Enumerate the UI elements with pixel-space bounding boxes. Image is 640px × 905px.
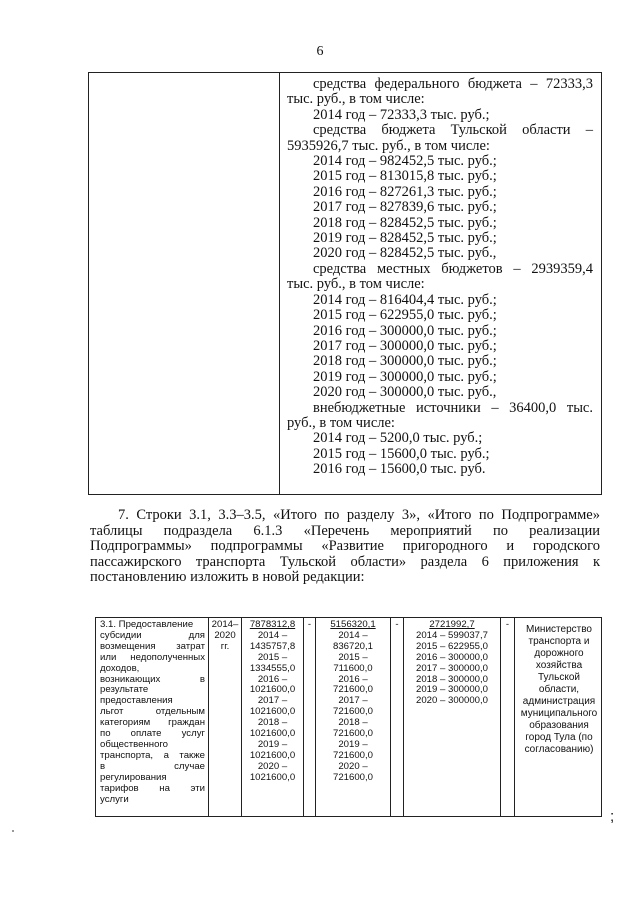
description-line: общественного: [100, 738, 169, 750]
description-line: в случае: [100, 760, 205, 772]
total-year-line: 2020 –: [257, 760, 288, 772]
federal-cell: [303, 618, 315, 816]
period-line: гг.: [220, 640, 230, 652]
funding-line: тыс. руб., в том числе:: [287, 276, 425, 293]
total-cell: [241, 618, 303, 816]
local-years-list: [404, 631, 500, 707]
description-line: по оплате услуг: [100, 728, 205, 740]
description-line: льгот отдельным: [100, 706, 205, 718]
funding-line: средства местных бюджетов – 2939359,4: [313, 260, 593, 277]
total-year-line: 1021600,0: [249, 749, 296, 761]
extrabudget-cell: [500, 618, 514, 816]
executor-line: Министерство: [526, 624, 592, 635]
page-number: 6: [316, 44, 324, 59]
funding-line: средства федерального бюджета – 72333,3: [313, 76, 593, 92]
extrabudget-value: -: [505, 619, 510, 630]
local-year-line: 2014 – 599037,7: [415, 629, 489, 641]
funding-line: 2014 год – 72333,3 тыс. руб.;: [313, 106, 490, 123]
local-year-line: 2016 – 300000,0: [415, 651, 489, 663]
local-cell: [403, 618, 500, 816]
funding-line: 2017 год – 827839,6 тыс. руб.;: [313, 199, 497, 216]
executor-cell: [514, 618, 603, 816]
funding-line: 2018 год – 300000,0 тыс. руб.;: [313, 353, 497, 370]
total-year-line: 1021600,0: [249, 684, 296, 696]
federal-value: -: [307, 619, 312, 630]
funding-line: 2014 год – 816404,4 тыс. руб.;: [313, 291, 497, 308]
funding-line: 2020 год – 828452,5 тыс. руб.,: [313, 245, 497, 262]
period-line: 2014–: [211, 619, 239, 630]
regional-year-line: 2019 –: [338, 738, 368, 750]
funding-line: 2016 год – 300000,0 тыс. руб.;: [313, 322, 497, 339]
description-line: категориям граждан: [100, 717, 205, 729]
funding-line: 2017 год – 300000,0 тыс. руб.;: [313, 337, 497, 354]
total-year-line: 1435757,8: [249, 640, 296, 652]
executor-line: администрация: [522, 696, 596, 707]
description-line: предоставления: [100, 695, 173, 707]
measure-description-cell: [96, 618, 208, 816]
regional-value: 5156320,1: [330, 619, 376, 630]
funding-line: 2016 год – 15600,0 тыс. руб.: [313, 461, 486, 478]
total-year-line: 1021600,0: [249, 706, 296, 718]
total-year-line: 1021600,0: [249, 728, 296, 740]
paragraph-line: постановлению изложить в новой редакции:: [90, 569, 365, 586]
executor-line: согласованию): [524, 744, 594, 755]
total-year-line: 1334555,0: [249, 662, 296, 674]
paragraph-line: 7. Строки 3.1, 3.3–3.5, «Итого по разделу 3», «Итого по Подпрограмме»: [118, 507, 600, 523]
executor-line: муниципального: [520, 708, 598, 719]
regional-year-line: 721600,0: [332, 706, 373, 718]
funding-line: внебюджетные источники – 36400,0 тыс.: [313, 399, 593, 416]
description-line: возникающих в: [100, 673, 205, 685]
regional-cell: [315, 618, 390, 816]
total-year-line: 2015 –: [257, 651, 288, 663]
executor-line: город Тула (по: [525, 732, 593, 743]
table-divider: [279, 73, 280, 494]
scan-speck: [12, 830, 14, 832]
total-year-line: 2019 –: [257, 738, 288, 750]
total-year-line: 2014 –: [257, 629, 288, 641]
funding-line: 2020 год – 300000,0 тыс. руб.,: [313, 384, 497, 401]
regional-year-line: 2017 –: [338, 695, 368, 707]
regional-year-line: 2016 –: [338, 673, 368, 685]
executor-line: хозяйства: [535, 660, 583, 671]
funding-line: средства бюджета Тульской области –: [313, 122, 593, 139]
description-line: субсидии для: [100, 629, 205, 641]
local-value: 2721992,7: [429, 619, 475, 630]
regional-years-list: [316, 631, 390, 784]
paragraph-line: пассажирского транспорта Тульской области» раздела 6 приложения к: [90, 553, 600, 570]
local-year-line: 2020 – 300000,0: [415, 695, 489, 707]
description-line: транспорта, а также: [100, 749, 205, 761]
funding-line: 2019 год – 828452,5 тыс. руб.;: [313, 230, 497, 247]
funding-line: 2015 год – 813015,8 тыс. руб.;: [313, 168, 497, 185]
total-year-line: 2018 –: [257, 717, 288, 729]
regional-year-line: 721600,0: [332, 749, 373, 761]
funding-sources-list: [287, 77, 593, 478]
description-line: доходов,: [100, 662, 140, 674]
period-line: 2020: [214, 629, 236, 641]
funding-line: руб., в том числе:: [287, 414, 395, 431]
regional-year-line: 2020 –: [338, 760, 368, 772]
total-year-line: 2016 –: [257, 673, 288, 685]
funding-line: 2019 год – 300000,0 тыс. руб.;: [313, 368, 497, 385]
funding-line: 2015 год – 622955,0 тыс. руб.;: [313, 307, 497, 324]
regional-year-line: 2015 –: [338, 651, 368, 663]
description-line: услуги: [100, 793, 129, 805]
closing-semicolon: ;: [610, 808, 615, 825]
funding-table: [88, 72, 602, 495]
total-year-line: 2017 –: [257, 695, 288, 707]
funding-line: 5935926,7 тыс. руб., в том числе:: [287, 137, 490, 154]
funding-line: 2014 год – 982452,5 тыс. руб.;: [313, 153, 497, 170]
total-value: 7878312,8: [249, 619, 296, 630]
regional-year-line: 711600,0: [333, 662, 373, 674]
executor-line: дорожного: [534, 648, 584, 659]
regional-year-line: 721600,0: [332, 771, 373, 783]
funding-line: 2018 год – 828452,5 тыс. руб.;: [313, 214, 497, 231]
description-line: регулирования: [100, 771, 167, 783]
executor-line: Тульской: [537, 672, 580, 683]
executor-line: транспорта и: [528, 636, 590, 647]
amendment-paragraph: [90, 508, 600, 586]
description-line: возмещения затрат: [100, 640, 205, 652]
description-line: результате: [100, 684, 149, 696]
executor-line: образования: [529, 720, 589, 731]
local-year-line: 2017 – 300000,0: [415, 662, 489, 674]
regional-year-line: 836720,1: [332, 640, 373, 652]
regional-extra-value: -: [395, 619, 399, 630]
paragraph-line: таблицы подраздела 6.1.3 «Перечень мероприятий по реализации: [90, 522, 600, 539]
funding-line: 2014 год – 5200,0 тыс. руб.;: [313, 430, 483, 447]
executor-line: области,: [538, 684, 580, 695]
total-year-line: 1021600,0: [249, 771, 296, 783]
description-line: или недополученных: [100, 651, 205, 663]
regional-year-line: 721600,0: [332, 684, 373, 696]
local-year-line: 2018 – 300000,0: [415, 673, 489, 685]
regional-extra-cell: [390, 618, 403, 816]
funding-line: 2015 год – 15600,0 тыс. руб.;: [313, 445, 490, 462]
total-years-list: [242, 631, 303, 784]
period-cell: [208, 618, 241, 816]
funding-line: тыс. руб., в том числе:: [287, 91, 425, 108]
regional-year-line: 2018 –: [338, 717, 368, 729]
local-year-line: 2015 – 622955,0: [415, 640, 489, 652]
description-line: тарифов на эти: [100, 782, 205, 794]
description-line: 3.1. Предоставление: [100, 619, 194, 630]
local-year-line: 2019 – 300000,0: [415, 684, 489, 696]
funding-line: 2016 год – 827261,3 тыс. руб.;: [313, 183, 497, 200]
regional-year-line: 2014 –: [338, 629, 368, 641]
paragraph-line: Подпрограммы» подпрограммы «Развитие пригородного и городского: [90, 538, 600, 555]
regional-year-line: 721600,0: [332, 728, 373, 740]
measures-table-row: [95, 617, 602, 817]
